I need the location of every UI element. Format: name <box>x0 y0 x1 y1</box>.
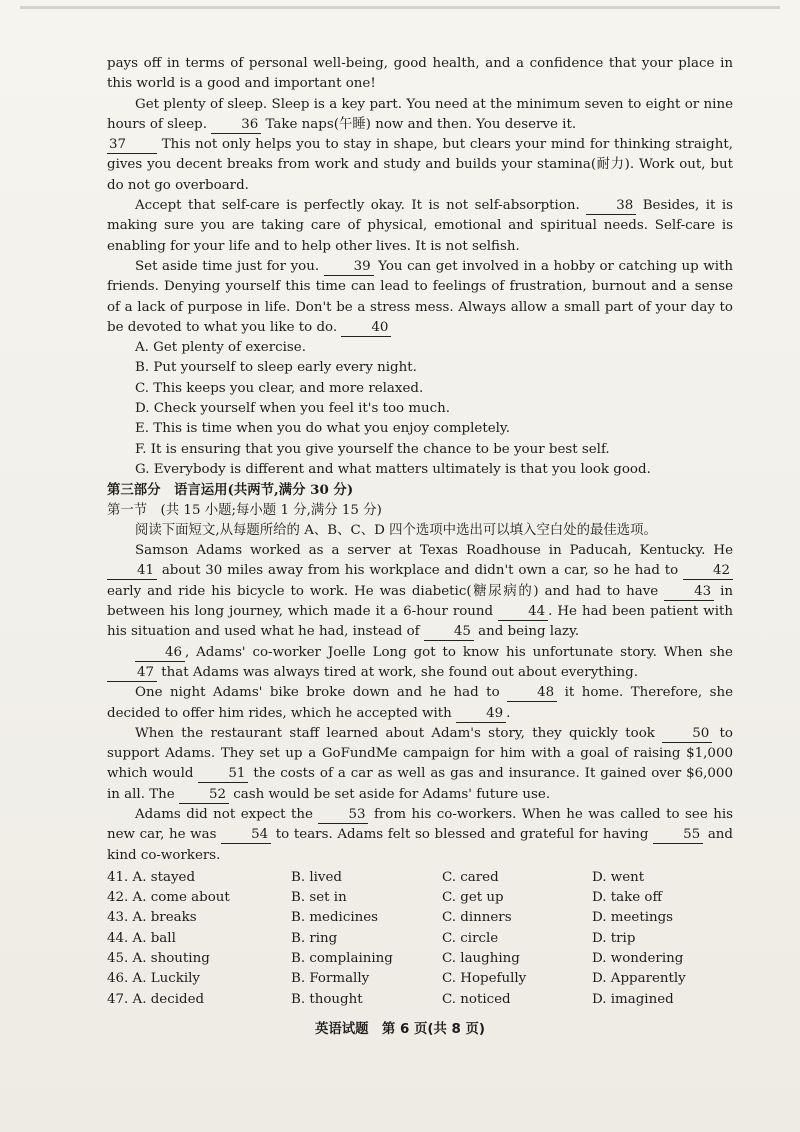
blank-51[interactable]: 51 <box>198 766 248 783</box>
cloze-paragraph: When the restaurant staff learned about Adam's story, they quickly took 50 to support Adams. They set up a GoFundMe campaign for him with a goal of raising $1,000 which would 51 the costs of a car as well as gas and insurance. It gained over $6,000 in all. The 52 cash would be set aside for Adams' future use. <box>107 725 733 802</box>
choice-c[interactable]: C. dinners <box>442 910 512 926</box>
option-e: E. This is time when you do what you enjoy completely. <box>135 421 510 437</box>
blank-55[interactable]: 55 <box>653 827 703 844</box>
blank-44[interactable]: 44 <box>498 604 548 621</box>
choice-b[interactable]: B. medicines <box>291 910 379 926</box>
choice-row-46 <box>107 969 733 989</box>
option-g: G. Everybody is different and what matters ultimately is that you look good. <box>135 461 651 477</box>
choice-a[interactable]: 41. A. stayed <box>107 869 196 885</box>
choice-row-41 <box>107 868 733 888</box>
blank-50[interactable]: 50 <box>662 726 712 743</box>
blank-36[interactable]: 36 <box>211 117 261 134</box>
subsection-title: 第一节 (共 15 小题;每小题 1 分,满分 15 分) <box>107 502 382 518</box>
option-b: B. Put yourself to sleep early every night. <box>135 360 417 376</box>
choice-row-47 <box>107 990 733 1010</box>
choice-c[interactable]: C. circle <box>442 930 499 946</box>
page-footer: 英语试题 第 6 页(共 8 页) <box>314 1022 486 1037</box>
section-title: 第三部分 语言运用(共两节,满分 30 分) <box>107 482 354 499</box>
blank-46[interactable]: 46 <box>135 645 185 662</box>
choice-a[interactable]: 45. A. shouting <box>107 951 210 967</box>
passage-paragraph: Get plenty of sleep. Sleep is a key part. You need at the minimum seven to eight or nine hours of sleep. 36 Take naps(午睡) now and then. You deserve it. <box>107 96 733 132</box>
choice-b[interactable]: B. Formally <box>291 971 370 987</box>
option-a: A. Get plenty of exercise. <box>135 340 306 356</box>
cloze-paragraph: 46 , Adams' co-worker Joelle Long got to know his unfortunate story. When she 47 that Adams was always tired at work, she found out about everything. <box>107 643 733 684</box>
blank-39[interactable]: 39 <box>324 259 374 276</box>
choice-b[interactable]: B. complaining <box>291 951 393 967</box>
option-f: F. It is ensuring that you give yourself the chance to be your best self. <box>135 441 610 457</box>
blank-47[interactable]: 47 <box>107 665 157 682</box>
choice-d[interactable]: D. imagined <box>592 991 674 1007</box>
blank-42[interactable]: 42 <box>683 563 733 580</box>
choice-c[interactable]: C. Hopefully <box>442 971 527 987</box>
choice-a[interactable]: 43. A. breaks <box>107 910 197 926</box>
choice-a[interactable]: 47. A. decided <box>107 991 205 1007</box>
choice-a[interactable]: 42. A. come about <box>107 890 230 906</box>
blank-43[interactable]: 43 <box>664 584 714 601</box>
cloze-paragraph: One night Adams' bike broke down and he had to 48 it home. Therefore, she decided to offer him rides, which he accepted with 49 . <box>107 685 734 721</box>
choice-d[interactable]: D. wondering <box>592 951 684 967</box>
choice-b[interactable]: B. set in <box>291 890 347 906</box>
choice-a[interactable]: 46. A. Luckily <box>107 971 200 987</box>
choice-row-43 <box>107 908 733 928</box>
blank-53[interactable]: 53 <box>318 807 368 824</box>
choice-c[interactable]: C. get up <box>442 890 504 906</box>
choice-a[interactable]: 44. A. ball <box>107 930 176 946</box>
blank-38[interactable]: 38 <box>586 198 636 215</box>
passage-paragraph: Set aside time just for you. 39 You can get involved in a hobby or catching up with friends. Denying yourself this time can lead to feelings of frustration, burnout and a sense of a lack of purpose in life. Don't be a stress mess. Always allow a small part of your day to be devoted to what you like to do. 40 <box>107 258 733 335</box>
blank-45[interactable]: 45 <box>424 624 474 641</box>
choice-c[interactable]: C. laughing <box>442 951 520 967</box>
choice-row-42 <box>107 888 733 908</box>
blank-54[interactable]: 54 <box>221 827 271 844</box>
choice-b[interactable]: B. lived <box>291 869 342 885</box>
blank-40[interactable]: 40 <box>341 320 391 337</box>
page-content <box>107 54 733 1010</box>
choice-b[interactable]: B. ring <box>291 930 338 946</box>
choice-d[interactable]: D. take off <box>592 890 663 906</box>
choice-row-45 <box>107 949 733 969</box>
choice-c[interactable]: C. noticed <box>442 991 511 1007</box>
choice-d[interactable]: D. Apparently <box>592 971 686 987</box>
choice-c[interactable]: C. cared <box>442 869 499 885</box>
choice-d[interactable]: D. meetings <box>592 910 674 926</box>
cloze-paragraph: Adams did not expect the 53 from his co-workers. When he was called to see his new car, he was 54 to tears. Adams felt so blessed and grateful for having 55 and kind co-workers. <box>107 806 734 863</box>
choice-d[interactable]: D. went <box>592 869 645 885</box>
choice-row-44 <box>107 929 733 949</box>
choices-table <box>107 868 733 1010</box>
blank-49[interactable]: 49 <box>456 706 506 723</box>
choice-b[interactable]: B. thought <box>291 991 363 1007</box>
passage-line: pays off in terms of personal well-being, good health, and a confidence that your place in this world is a good and important one! <box>107 56 733 92</box>
blank-48[interactable]: 48 <box>507 685 557 702</box>
option-d: D. Check yourself when you feel it's too much. <box>135 401 451 417</box>
cloze-paragraph: Samson Adams worked as a server at Texas Roadhouse in Paducah, Kentucky. He 41 about 30 miles away from his workplace and didn't own a car, so he had to 42 early and ride his bicycle to work. He was diabetic(糖尿病的) and had to have 43 in between his long journey, which made it a 6-hour round 44 . He had been patient with his situation and used what he had, instead of 45 and being lazy. <box>107 543 734 640</box>
passage-paragraph: Accept that self-care is perfectly okay. It is not self-absorption. 38 Besides, it is making sure you are taking care of physical, emotional and spiritual needs. Self-care is enabling for your life and to help other lives. It is not selfish. <box>107 198 733 254</box>
scan-edge <box>20 6 780 9</box>
blank-41[interactable]: 41 <box>107 563 157 580</box>
choice-d[interactable]: D. trip <box>592 930 636 946</box>
passage-paragraph: 37 This not only helps you to stay in shape, but clears your mind for thinking straight, gives you decent breaks from work and study and builds your stamina(耐力). Work out, but do not go overboard. <box>107 137 733 193</box>
blank-37[interactable]: 37 <box>107 137 157 154</box>
instruction: 阅读下面短文,从每题所给的 A、B、C、D 四个选项中选出可以填入空白处的最佳选项。 <box>135 522 657 538</box>
blank-52[interactable]: 52 <box>179 787 229 804</box>
option-c: C. This keeps you clear, and more relaxed. <box>135 380 424 396</box>
